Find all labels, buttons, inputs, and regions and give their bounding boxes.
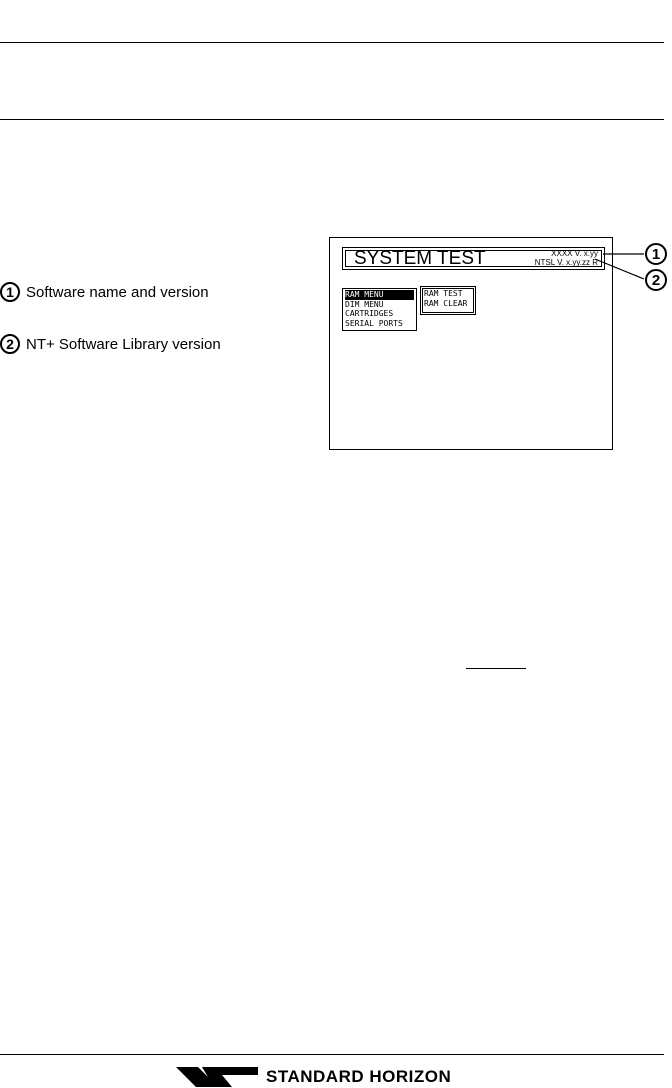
menu-item-serial-ports[interactable]: SERIAL PORTS [345, 318, 403, 328]
callout-2: 2 [645, 269, 667, 291]
menu-item-cartridges[interactable]: CARTRIDGES [345, 309, 394, 318]
legend-text: NT+ Software Library version [26, 335, 221, 353]
screen-title: SYSTEM TEST [354, 248, 486, 269]
submenu-item-ram-clear[interactable]: RAM CLEAR [424, 298, 468, 308]
leader-line-2 [595, 259, 644, 279]
library-version: NTSL V. x.yy.zz R [534, 258, 598, 267]
submenu-item-ram-test[interactable]: RAM TEST [424, 289, 463, 298]
underline-mark [466, 668, 526, 669]
menu-item-ram[interactable]: RAM MENU [345, 290, 414, 300]
number-badge: 2 [0, 334, 20, 354]
menu-item-dim[interactable]: DIM MENU [345, 299, 384, 309]
software-version: XXXX V. x.yy [551, 249, 598, 258]
footer-rule [0, 1054, 664, 1055]
legend-text: Software name and version [26, 283, 209, 301]
callout-1: 1 [645, 243, 667, 265]
standard-horizon-logo-icon [176, 1066, 258, 1088]
brand-logo [176, 1066, 451, 1088]
brand-name: STANDARD HORIZON [266, 1067, 452, 1086]
callout-leaders [0, 0, 672, 400]
number-badge: 1 [0, 282, 20, 302]
